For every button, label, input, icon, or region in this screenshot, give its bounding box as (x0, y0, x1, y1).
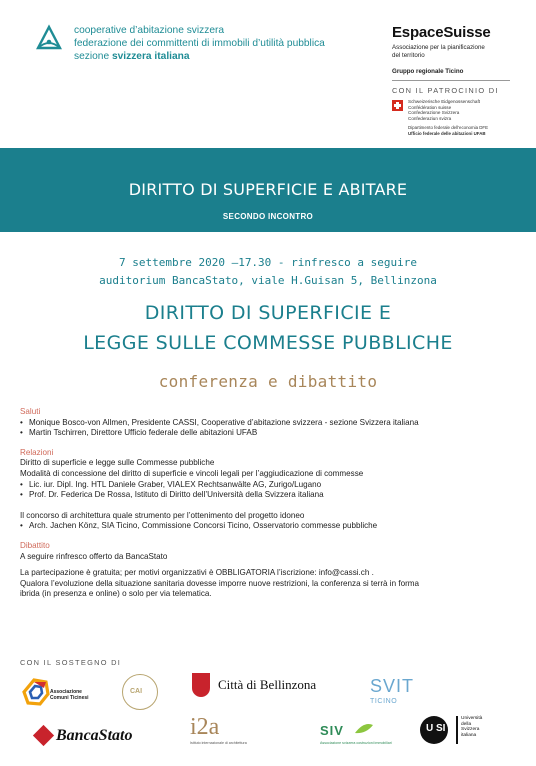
event-title-line-2: LEGGE SULLE COMMESSE PUBBLICHE (83, 332, 453, 354)
list-item: • Lic. iur. Dipl. Ing. HTL Daniele Graber, VIALEX Rechtsanwälte AG, Zurigo/Lugano (20, 480, 520, 491)
siv-leaf-icon (354, 723, 374, 734)
event-title-line-1: DIRITTO DI SUPERFICIE E (144, 302, 392, 324)
espacesuisse-subtitle (392, 44, 485, 60)
section-heading-saluti: Saluti (20, 407, 41, 416)
divider (456, 716, 458, 744)
sanitary-notice-1: Qualora l’evoluzione della situazione sanitaria dovesse imporre nuove restrizioni, la conferenza si terrà in forma (20, 578, 420, 588)
usi-line: della (461, 721, 472, 727)
bancastato-mark-icon (33, 725, 54, 746)
event-place: auditorium BancaStato, viale H.Guisan 5, Bellinzona (99, 274, 437, 287)
siv-sub: Associazione svizzera costruzioni immobiliari (320, 741, 392, 745)
section-heading-relazioni: Relazioni (20, 447, 54, 457)
confederation-names (408, 99, 480, 121)
usi-line: Università (461, 716, 483, 721)
coop-line-3-prefix: sezione (74, 51, 112, 62)
usi-line: Svizzera (461, 727, 480, 733)
event-format: conferenza e dibattito (158, 372, 378, 391)
dept-line-1: Dipartimento federale dell’economia DFE (408, 125, 489, 130)
list-item: • Monique Bosco-von Allmen, Presidente CASSI, Cooperative d’abitazione svizzera - sezione Svizzera italiana (20, 418, 520, 429)
usi-name (461, 716, 482, 738)
coop-line-3 (74, 50, 325, 63)
coop-line-2: federazione dei committenti di immobili d’utilità pubblica (74, 38, 325, 49)
espacesuisse-logo: EspaceSuisse (392, 24, 491, 41)
espacesuisse-sub-2: del territorio (392, 52, 425, 59)
banner-subtitle: SECONDO INCONTRO (222, 212, 314, 221)
patrocinio-label: CON IL PATROCINIO DI (392, 86, 499, 95)
list-item: • Martin Tschirren, Direttore Ufficio federale delle abitazioni UFAB (20, 428, 520, 439)
program (20, 407, 520, 600)
dibattito-text: A seguire rinfresco offerto da BancaStato (20, 551, 168, 561)
svit-sub: TICINO (370, 698, 398, 705)
cai-name: CAI (130, 688, 143, 695)
spacer (20, 501, 520, 511)
sponsors-label: CON IL SOSTEGNO DI (20, 658, 122, 667)
bellinzona-name: Città di Bellinzona (218, 677, 317, 692)
swiss-flag-icon (392, 100, 403, 111)
confed-line: Schweizerische Eidgenossenschaft (408, 99, 481, 104)
concorso-topic: Il concorso di architettura quale strumento per l’ottenimento del progetto idoneo (20, 510, 305, 520)
relazioni-description: Modalità di concessione del diritto di superficie e vincoli legali per l’aggiudicazione di commesse (20, 468, 364, 478)
bellinzona-shield-icon (192, 673, 210, 697)
divider (392, 80, 510, 81)
relazioni-topic: Diritto di superficie e legge sulle Commesse pubbliche (20, 458, 215, 468)
acti-name: Associazione Comuni Ticinesi (50, 689, 89, 701)
registration-notice: La partecipazione è gratuita; per motivi organizzativi è OBBLIGATORIA l’iscrizione: info@cassi.ch . (20, 568, 374, 578)
svit-logo: SVIT (370, 676, 415, 696)
sanitary-notice-2: ibrida (in presenza e online) o solo per via telematica. (20, 589, 212, 599)
usi-letters: U SI (426, 723, 446, 734)
list-item: • Prof. Dr. Federica De Rossa, Istituto di Diritto dell’Università della Svizzera italiana (20, 490, 520, 501)
usi-line: italiana (461, 732, 477, 738)
coop-line-3-bold: svizzera italiana (111, 51, 190, 62)
espacesuisse-sub-1: Associazione per la pianificazione (392, 44, 485, 51)
dept-line-2: Ufficio federale delle abitazioni UFAB (408, 130, 486, 136)
i2a-logo: i2a (190, 714, 220, 740)
list-item: • Arch. Jachen Könz, SIA Ticino, Commissione Concorsi Ticino, Osservatorio commesse pubbliche (20, 521, 520, 532)
event-date: 7 settembre 2020 –17.30 - rinfresco a seguire (118, 256, 417, 269)
event-title (0, 298, 536, 358)
cooperative-logo (34, 24, 64, 54)
section-heading-dibattito: Dibattito (20, 540, 50, 550)
banner-title: DIRITTO DI SUPERFICIE E ABITARE (128, 180, 408, 199)
coop-line-1: cooperative d’abitazione svizzera (74, 25, 225, 36)
espacesuisse-group: Gruppo regionale Ticino (392, 68, 464, 75)
confed-line: Confédération suisse (408, 104, 452, 110)
siv-logo: SIV (320, 723, 344, 738)
bancastato-logo: BancaStato (56, 727, 133, 744)
confed-line: Confederaziun svizra (408, 115, 452, 121)
federal-department (408, 125, 488, 136)
i2a-sub: Istituto internazionale di architettura (190, 741, 247, 745)
confed-line: Confederazione Svizzera (408, 110, 460, 116)
cooperative-name (74, 24, 325, 63)
